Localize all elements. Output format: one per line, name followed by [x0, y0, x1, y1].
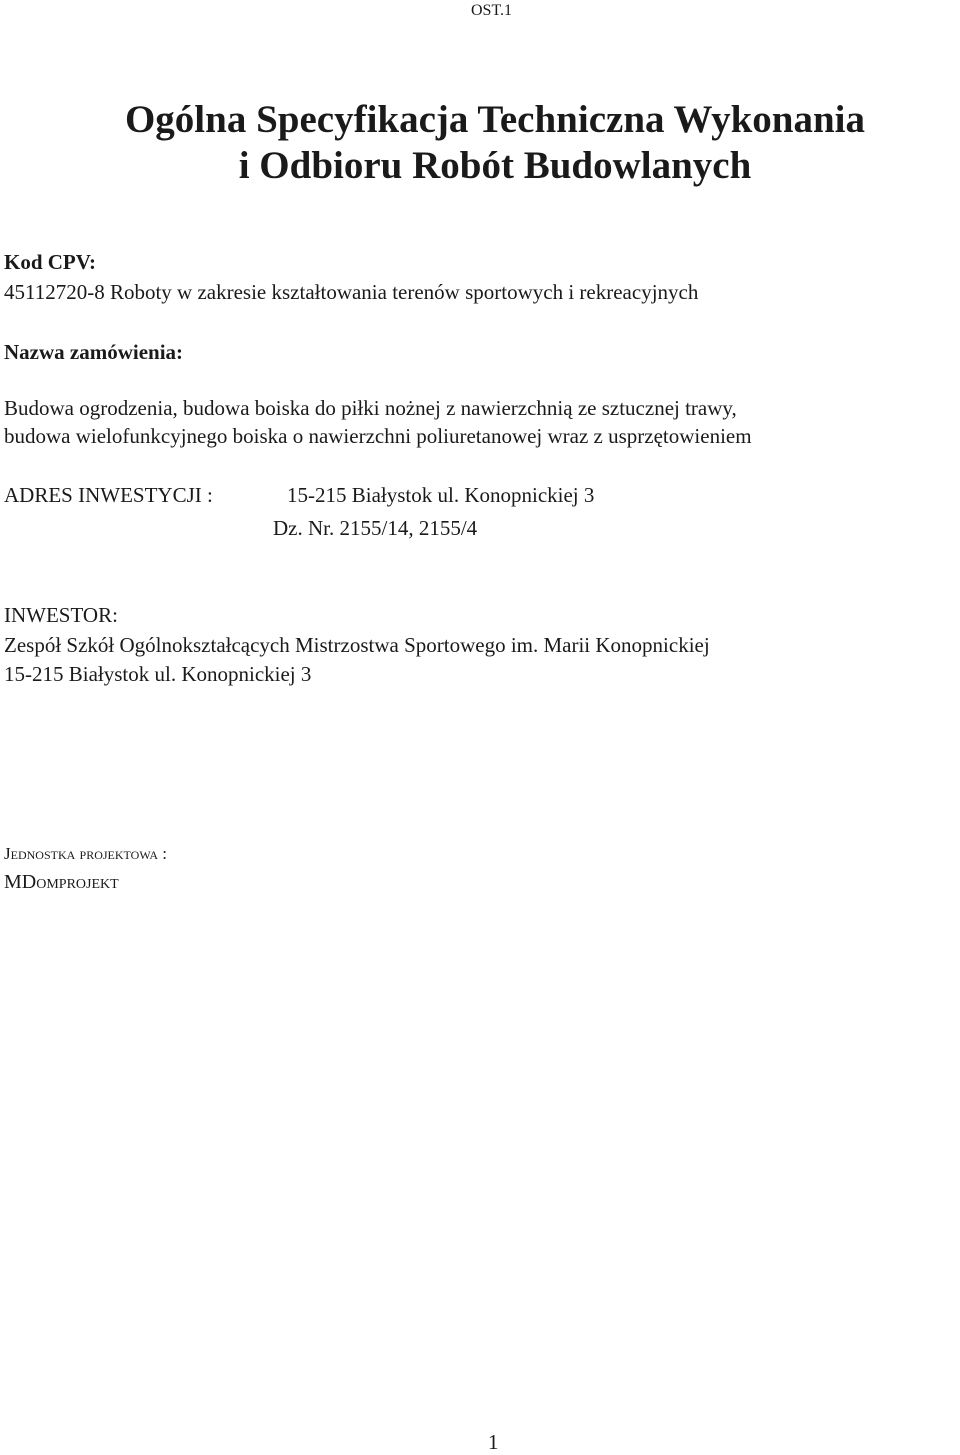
investor-label: INWESTOR:	[4, 603, 118, 627]
order-name-label: Nazwa zamówienia:	[4, 340, 184, 364]
document-code: OST.1	[471, 2, 513, 19]
order-name-line-1: Budowa ogrodzenia, budowa boiska do piłki nożnej z nawierzchnią ze sztucznej trawy,	[4, 396, 737, 420]
page-number: 1	[488, 1430, 499, 1454]
investment-address-label: ADRES INWESTYCJI :	[4, 483, 213, 507]
investment-address-line-1: 15-215 Białystok ul. Konopnickiej 3	[287, 483, 595, 507]
document-title-line-1: Ogólna Specyfikacja Techniczna Wykonania	[124, 98, 866, 141]
investor-address: 15-215 Białystok ul. Konopnickiej 3	[4, 662, 312, 686]
cpv-label: Kod CPV:	[4, 250, 96, 274]
investor-name: Zespół Szkół Ogólnokształcących Mistrzostwa Sportowego im. Marii Konopnickiej	[4, 633, 710, 657]
order-name-line-2: budowa wielofunkcyjnego boiska o nawierzchni poliuretanowej wraz z usprzętowieniem	[4, 424, 752, 448]
design-unit-label: Jednostka projektowa :	[4, 844, 167, 863]
design-unit-name: MDomprojekt	[4, 871, 119, 893]
cpv-value: 45112720-8 Roboty w zakresie kształtowania terenów sportowych i rekreacyjnych	[4, 280, 699, 304]
investment-address-line-2: Dz. Nr. 2155/14, 2155/4	[273, 516, 478, 540]
document-title-line-2: i Odbioru Robót Budowlanych	[238, 144, 752, 187]
